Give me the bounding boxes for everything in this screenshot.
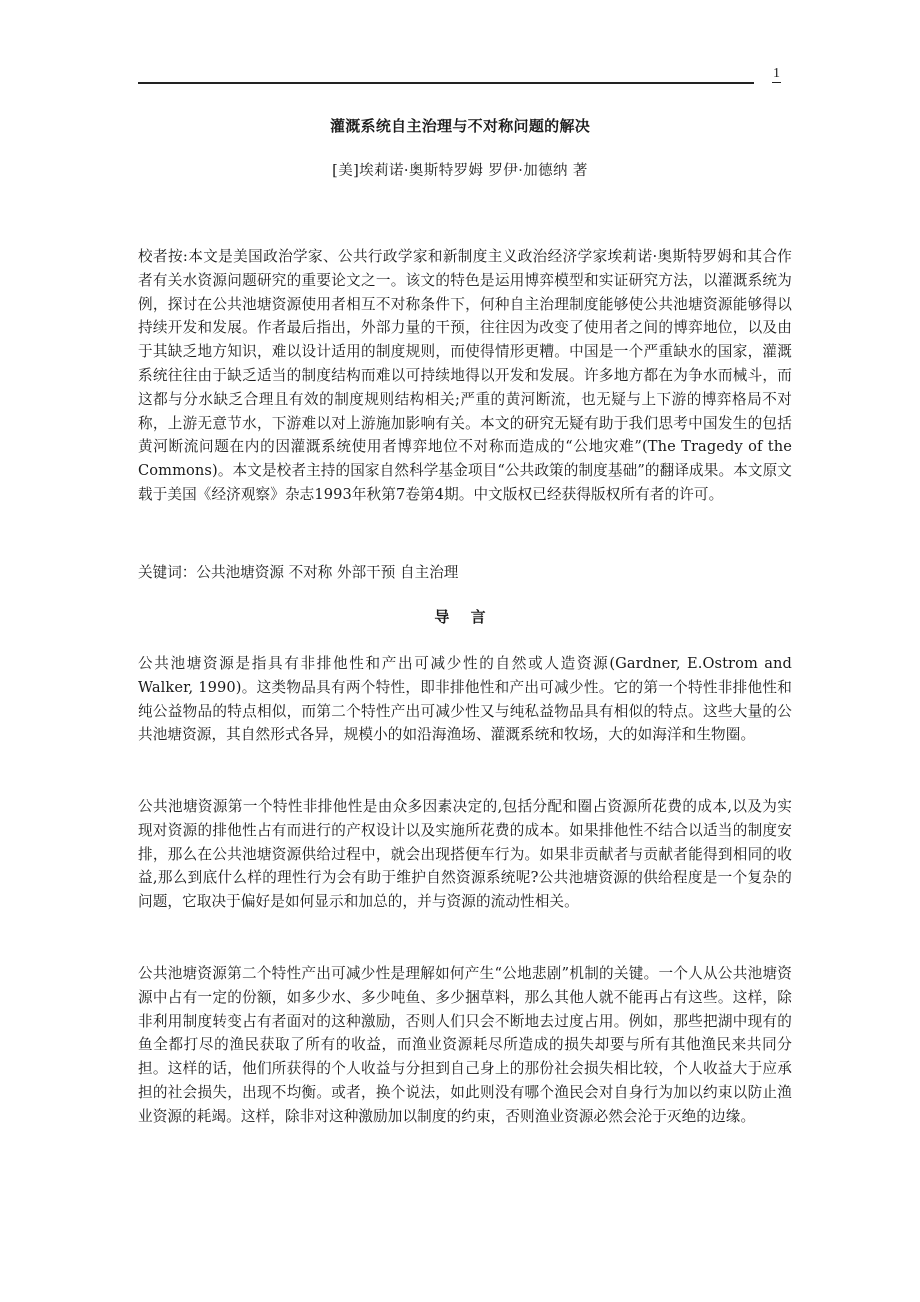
section-heading-introduction: 导 言	[434, 608, 494, 626]
keywords: 关键词：公共池塘资源 不对称 外部干预 自主治理	[138, 564, 459, 581]
body-paragraph: 公共池塘资源第一个特性非排他性是由众多因素决定的,包括分配和圈占资源所花费的成本,以及为实现对资源的排他性占有而进行的产权设计以及实施所花费的成本。如果排他性不结合以适当的制度安排，那么在公共池塘资源供给过程中，就会出现搭便车行为。如果非贡献者与贡献者能得到相同的收益,那么到底什么样的理性行为会有助于维护自然资源系统呢?公共池塘资源的供给程度是一个复杂的问题，它取决于偏好是如何显示和加总的，并与资源的流动性相关。	[138, 798, 792, 911]
body-paragraph: 公共池塘资源第二个特性产出可减少性是理解如何产生“公地悲剧”机制的关键。一个人从公共池塘资源中占有一定的份额，如多少水、多少吨鱼、多少捆草料，那么其他人就不能再占有这些。这样，除非利用制度转变占有者面对的这种激励，否则人们只会不断地去过度占用。例如，那些把湖中现有的鱼全都打尽的渔民获取了所有的收益，而渔业资源耗尽所造成的损失却要与所有其他渔民来共同分担。这样的话，他们所获得的个人收益与分担到自己身上的那份社会损失相比较，个人收益大于应承担的社会损失，出现不均衡。或者，换个说法，如此则没有哪个渔民会对自身行为加以约束以防止渔业资源的耗竭。这样，除非对这种激励加以制度的约束，否则渔业资源必然会沦于灭绝的边缘。	[138, 965, 792, 1125]
article-title: 灌溉系统自主治理与不对称问题的解决	[329, 117, 591, 135]
page-number: 1	[773, 66, 780, 81]
editor-note-abstract: 校者按:本文是美国政治学家、公共行政学家和新制度主义政治经济学家埃莉诺·奥斯特罗姆和其合作者有关水资源问题研究的重要论文之一。该文的特色是运用博弈模型和实证研究方法，以灌溉系统为例，探讨在公共池塘资源使用者相互不对称条件下，何种自主治理制度能够使公共池塘资源能够得以持续开发和发展。作者最后指出，外部力量的干预，往往因为改变了使用者之间的博弈地位，以及由于其缺乏地方知识，难以设计适用的制度规则，而使得情形更糟。中国是一个严重缺水的国家，灌溉系统往往由于缺乏适当的制度结构而难以可持续地得以开发和发展。许多地方都在为争水而械斗，而这都与分水缺乏合理且有效的制度规则结构相关;严重的黄河断流，也无疑与上下游的博弈格局不对称，上游无意节水，下游难以对上游施加影响有关。本文的研究无疑有助于我们思考中国发生的包括黄河断流问题在内的因灌溉系统使用者博弈地位不对称而造成的“公地灾难”(The Tragedy of the Commons)。本文是校者主持的国家自然科学基金项目“公共政策的制度基础”的翻译成果。本文原文载于美国《经济观察》杂志1993年秋第7卷第4期。中文版权已经获得版权所有者的许可。	[138, 248, 792, 503]
header-rule	[138, 82, 754, 84]
body-paragraph: 公共池塘资源是指具有非排他性和产出可减少性的自然或人造资源(Gardner, E.Ostrom and Walker, 1990)。这类物品具有两个特性，即非排他性和产出可减少性。它的第一个特性非排他性和纯公益物品的特点相似，而第二个特性产出可减少性又与纯私益物品具有相似的特点。这些大量的公共池塘资源，其自然形式各异，规模小的如沿海渔场、灌溉系统和牧场，大的如海洋和生物圈。	[138, 655, 792, 744]
article-authors: [美]埃莉诺·奥斯特罗姆 罗伊·加德纳 著	[332, 163, 588, 179]
